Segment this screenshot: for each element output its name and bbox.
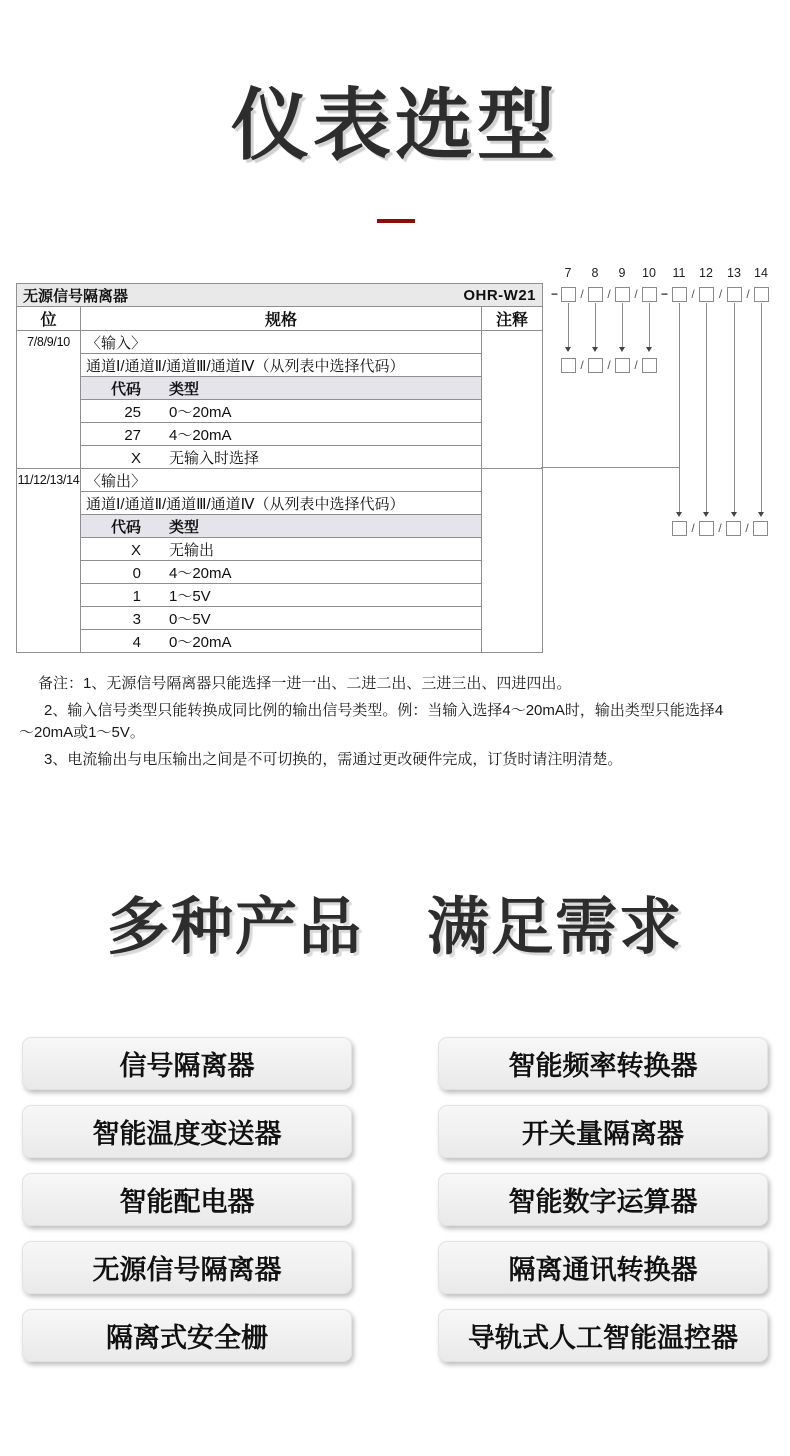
table-row [17,584,543,607]
table-row [17,400,543,423]
slash-separator: / [746,287,750,301]
pos-cell-output: 11/12/13/14 [17,469,81,653]
product-button-rail-ai-temp-controller[interactable]: 导轨式人工智能温控器 [438,1309,768,1362]
code-value: 4 [132,633,141,651]
slash-separator: / [691,287,695,301]
channel-line-output: 通道Ⅰ/通道Ⅱ/通道Ⅲ/通道Ⅳ（从列表中选择代码） [81,492,482,515]
product-button-temperature-transmitter[interactable]: 智能温度变送器 [22,1105,352,1158]
note-cell-output [482,469,543,653]
selector-line [595,303,596,347]
table-row [17,538,543,561]
code-box [561,287,576,302]
code-value: 25 [124,403,141,421]
code-box [727,287,742,302]
selector-line [706,303,707,512]
digit-label: 9 [618,266,626,280]
remarks-block [19,673,731,771]
code-value: 0 [132,564,141,582]
selector-line [649,303,650,347]
product-button-frequency-converter[interactable]: 智能频率转换器 [438,1037,768,1090]
code-box [588,287,603,302]
code-box [672,521,687,536]
table-row [17,423,543,446]
slash-separator: / [745,521,749,535]
table-row [17,630,543,653]
code-value: 27 [124,426,141,444]
product-button-safety-barrier[interactable]: 隔离式安全栅 [22,1309,352,1362]
dash-separator: − [660,287,668,301]
col-header-note: 注释 [482,307,543,331]
code-value: 1 [132,587,141,605]
slash-separator: / [691,521,695,535]
digit-label: 10 [642,266,656,280]
group-label-input: 〈输入〉 [81,331,482,354]
product-button-grid [22,1037,768,1362]
type-value: 无输入时选择 [169,449,260,467]
table-row [17,446,543,469]
code-box [754,287,769,302]
table-row [17,607,543,630]
slash-separator: / [634,358,638,372]
code-box [588,358,603,373]
product-button-digital-calculator[interactable]: 智能数字运算器 [438,1173,768,1226]
digit-label: 13 [727,266,741,280]
product-button-switch-isolator[interactable]: 开关量隔离器 [438,1105,768,1158]
note-line: 2、输入信号类型只能转换成同比例的输出信号类型。例：当输入选择4～20mA时，输出类型只能选择4～20mA或1～5V。 [19,702,724,741]
selector-line [734,303,735,512]
code-header: 代码 [110,518,141,536]
code-value: 3 [132,610,141,628]
type-value: 4～20mA [169,564,232,582]
code-box [642,287,657,302]
product-button-signal-isolator[interactable]: 信号隔离器 [22,1037,352,1090]
type-value: 1～5V [169,587,211,605]
code-box [699,521,714,536]
type-header: 类型 [169,380,200,398]
output-section-connector-line [541,467,679,468]
product-button-distributor[interactable]: 智能配电器 [22,1173,352,1226]
table-row [17,377,543,400]
digit-label: 8 [591,266,599,280]
table-header-row [17,307,543,331]
selector-line [622,303,623,347]
table-title-row [17,284,543,307]
note-line: 备注：1、无源信号隔离器只能选择一进一出、二进二出、三进三出、四进四出。 [38,675,572,692]
code-box [699,287,714,302]
code-box [615,287,630,302]
digit-label: 11 [672,266,686,280]
code-value: X [130,541,141,559]
selector-line [568,303,569,347]
selector-line [679,303,680,512]
code-value: X [130,449,141,467]
type-value: 4～20mA [169,426,232,444]
type-value: 0～20mA [169,403,232,421]
type-header: 类型 [169,518,200,536]
code-box [726,521,741,536]
slash-separator: / [580,358,584,372]
model-code-boxes [548,287,769,302]
channel-line-input: 通道Ⅰ/通道Ⅱ/通道Ⅲ/通道Ⅳ（从列表中选择代码） [81,354,482,377]
note-line: 3、电流输出与电压输出之间是不可切换的，需通过更改硬件完成，订货时请注明清楚。 [44,751,623,768]
table-row [17,469,543,492]
code-header: 代码 [110,380,141,398]
table-row [17,354,543,377]
slash-separator: / [607,358,611,372]
slash-separator: / [718,287,723,301]
col-header-pos: 位 [17,307,81,331]
type-value: 0～20mA [169,633,232,651]
model-selection-table [16,283,543,653]
slash-separator: / [607,287,611,301]
col-header-spec: 规格 [81,307,482,331]
model-code: OHR-W21 [463,286,536,304]
note-cell-input [482,331,543,469]
product-button-passive-signal-isolator[interactable]: 无源信号隔离器 [22,1241,352,1294]
selector-line [761,303,762,512]
code-box [642,358,657,373]
digit-label: 14 [754,266,768,280]
code-box [561,358,576,373]
code-box [753,521,768,536]
group-label-output: 〈输出〉 [81,469,482,492]
code-box [672,287,687,302]
slash-separator: / [580,287,584,301]
product-button-isolated-comm-converter[interactable]: 隔离通讯转换器 [438,1241,768,1294]
digit-label: 7 [564,266,572,280]
slash-separator: / [634,287,638,301]
table-row [17,331,543,354]
title-underline-dash [377,219,415,223]
type-value: 无输出 [169,541,215,559]
digit-label: 12 [699,266,713,280]
table-row [17,561,543,584]
page-title: 仪表选型 [230,81,559,169]
table-row [17,492,543,515]
dash-separator: − [550,287,558,301]
code-box [615,358,630,373]
table-row [17,515,543,538]
output-channel-boxes [672,521,768,536]
pos-cell-input: 7/8/9/10 [17,331,81,469]
slash-separator: / [718,521,722,535]
input-channel-boxes [561,358,657,373]
product-name: 无源信号隔离器 [23,287,129,305]
products-heading: 多种产品 满足需求 [106,893,683,962]
type-value: 0～5V [169,610,211,628]
